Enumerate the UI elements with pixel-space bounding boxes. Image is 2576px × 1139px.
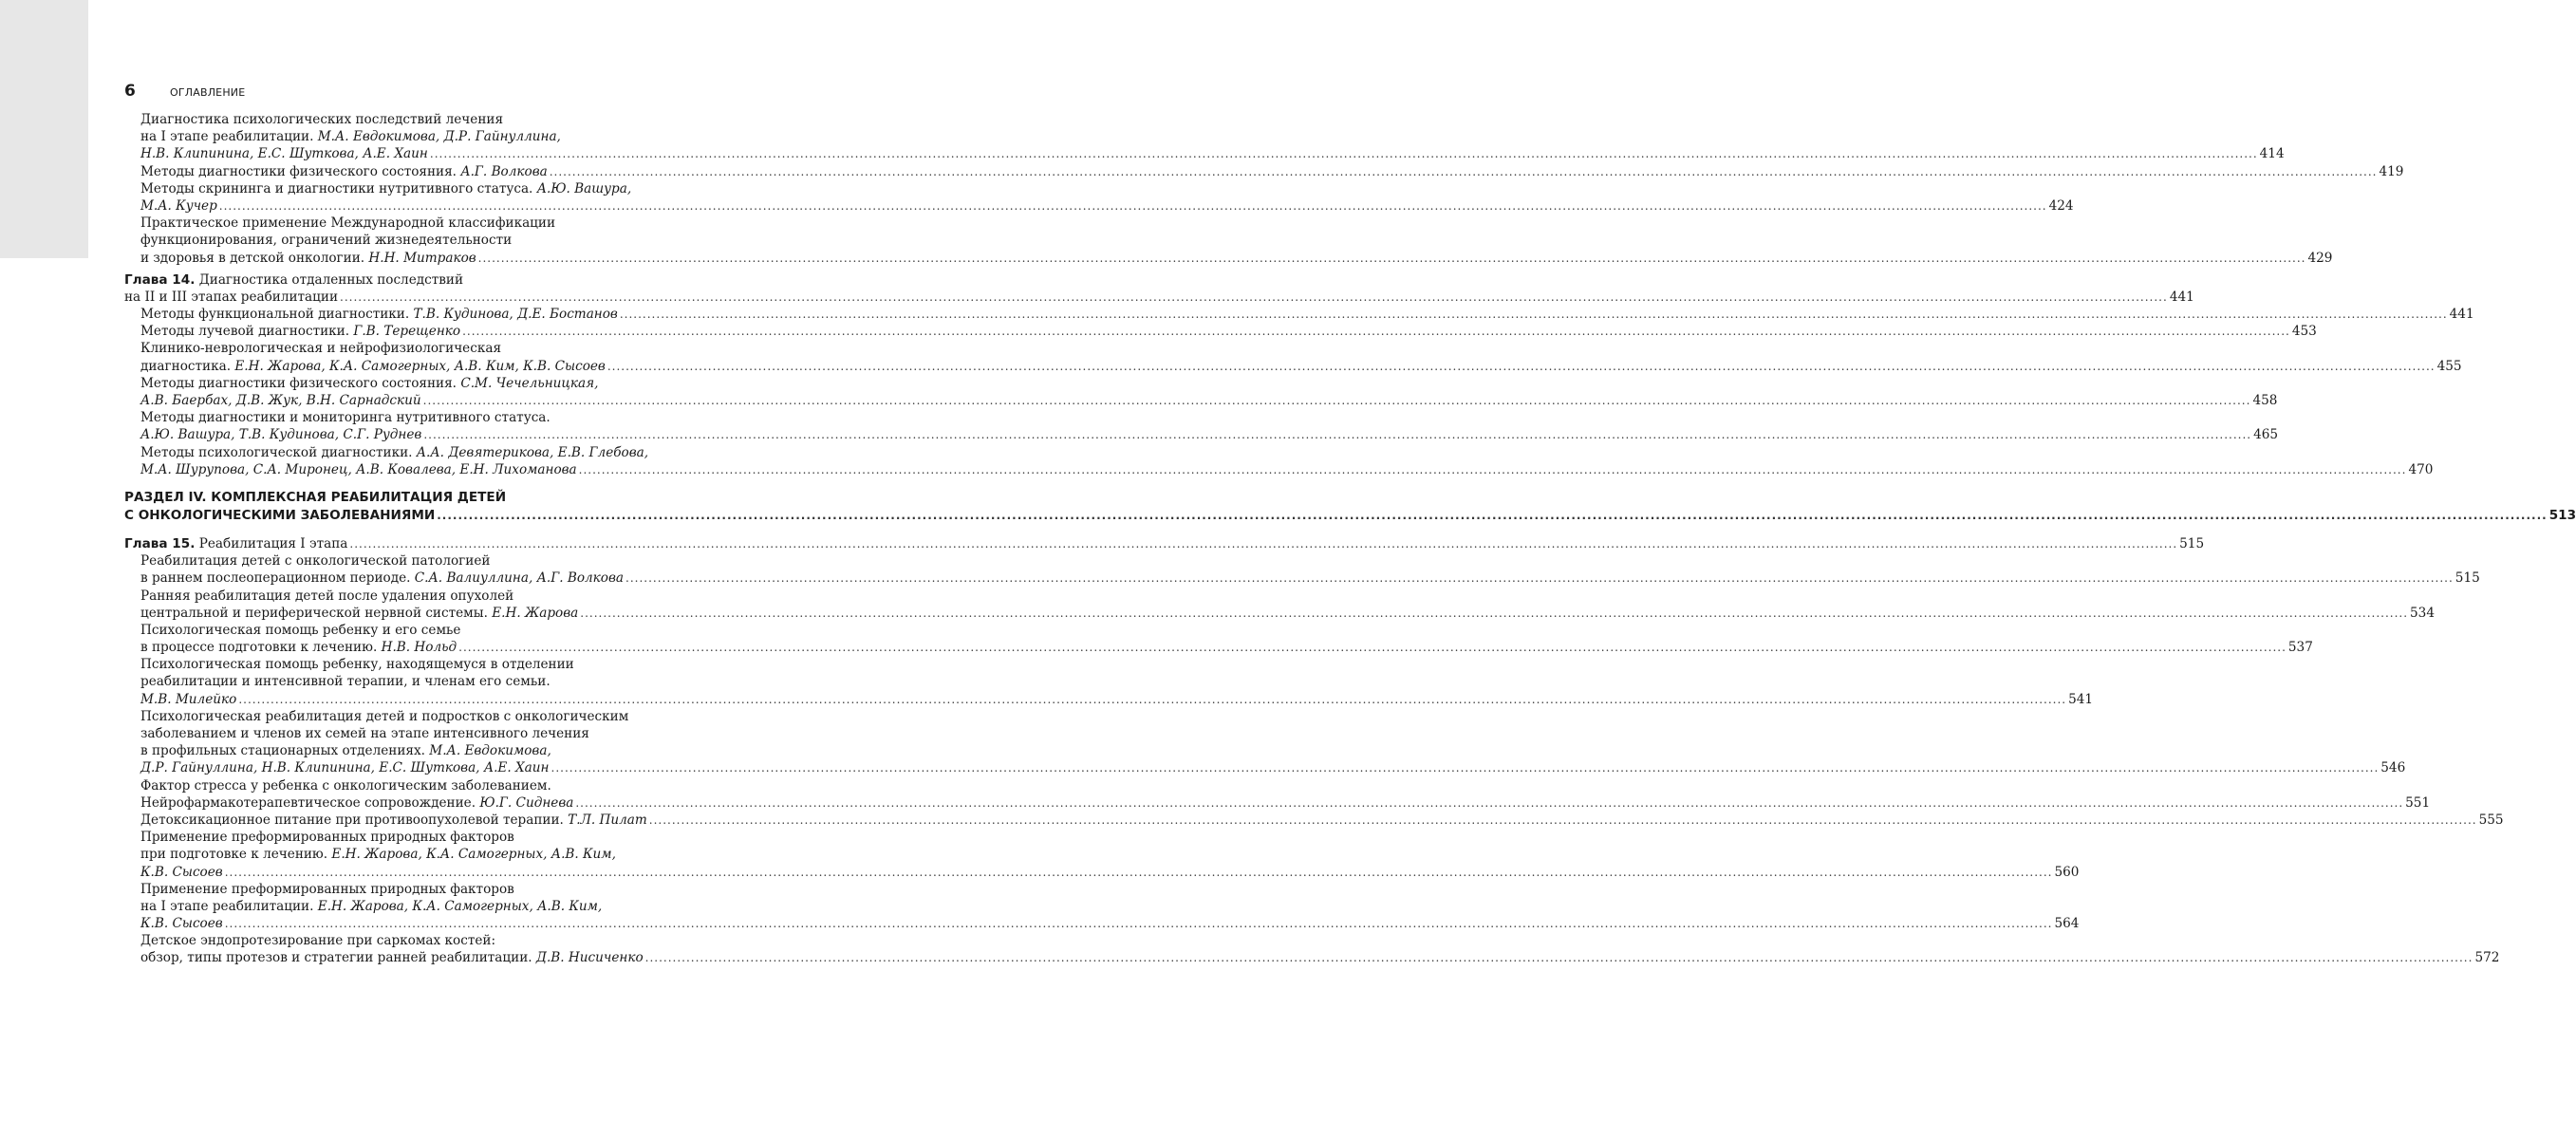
entry-line-text [140,623,460,638]
page-ref: 541 [2068,691,2094,707]
entry-title: Психологическая реабилитация детей и подростков с онкологическим [140,708,629,724]
entry-title: Нейрофармакотерапевтическое сопровождение. [140,794,480,811]
page-ref: 458 [2252,393,2278,408]
toc-entry[interactable] [124,215,2333,267]
entry-authors: А.В. Баербах, Д.В. Жук, В.Н. Сарнадский [140,393,421,408]
entry-authors: А.Г. Волкова [460,163,548,179]
entry-title: Детское эндопротезирование при саркомах костей: [140,933,496,949]
entry-title: Ранняя реабилитация детей после удаления опухолей [140,588,514,604]
entry-line [124,570,2480,587]
section-title-line [124,489,687,507]
section-title-text: С ОНКОЛОГИЧЕСКИМИ ЗАБОЛЕВАНИЯМИ [124,507,436,523]
entry-line [124,622,687,639]
entry-authors: С.А. Валиуллина, А.Г. Волкова [414,570,625,587]
entry-line [124,180,687,197]
entry-line-text [140,674,551,689]
toc-entry[interactable] [124,340,2462,374]
entry-line-text [140,657,574,672]
entry-authors: М.А. Шурупова, С.А. Миронец, А.В. Ковалева, Е.Н. Лихоманова [140,461,577,477]
toc-entry[interactable] [124,111,2285,163]
chapter-label: Глава 15. [124,535,196,551]
toc-entry[interactable] [124,932,2500,966]
entry-title: Методы диагностики и мониторинга нутритивного статуса. [140,410,551,426]
entry-line [124,829,687,846]
entry-line-text [140,743,551,758]
page-ref: 470 [2408,461,2434,477]
entry-line-text [140,847,616,862]
dot-leader: ................................................................................................................................................................................................................................................................................................................................................................................................................ [477,251,2306,265]
page-ref: 515 [2179,535,2205,551]
entry-title: Методы диагностики физического состояния. [140,163,461,179]
entry-title: Применение преформированных природных факторов [140,881,514,897]
entry-line [124,340,687,357]
entry-line [124,864,2080,881]
dot-leader: ................................................................................................................................................................................................................................................................................................................................................................................................................ [218,198,2047,213]
entry-line [124,588,687,605]
entry-line-text [140,726,589,741]
entry-line [124,742,687,759]
entry-line [124,426,2279,443]
entry-line [124,111,687,128]
entry-title: Психологическая помощь ребенку и его семье [140,622,461,638]
entry-line [124,271,687,289]
dot-leader: ................................................................................................................................................................................................................................................................................................................................................................................................................ [619,308,2448,322]
entry-line [124,932,687,949]
toc-entry[interactable] [124,829,2080,881]
entry-line [124,323,2317,340]
page-ref: 555 [2478,812,2504,828]
page-ref: 455 [2436,358,2462,374]
toc-entry[interactable] [124,552,2480,587]
dot-leader: ................................................................................................................................................................................................................................................................................................................................................................................................................ [340,289,2168,304]
entry-line-text [140,915,223,932]
entry-line-text [140,639,457,656]
entry-line-text [140,163,548,180]
toc-entry[interactable] [124,375,2278,409]
entry-title: Клинико-неврологическая и нейрофизиологическая [140,341,502,357]
entry-line [124,392,2278,409]
entry-authors: М.А. Кучер [140,197,217,214]
entry-line [124,898,687,915]
entry-line-text [140,605,578,622]
page-edge-strip [0,0,88,258]
page-ref: 424 [2048,197,2074,214]
entry-line-text [140,553,490,569]
entry-authors: Е.Н. Жарова, К.А. Самогерных, А.В. Ким, [331,847,616,863]
entry-authors: Н.В. Нольд [381,640,457,656]
entry-line-text [140,691,236,708]
entry-authors: Н.Н. Митраков [368,250,476,266]
entry-title: на I этапе реабилитации. [140,898,318,914]
entry-line-text [140,233,512,248]
dot-leader: ................................................................................................................................................................................................................................................................................................................................................................................................................ [578,462,2407,476]
entry-authors: А.А. Девятерикова, Е.В. Глебова, [416,444,649,460]
entry-authors: К.В. Сысоев [140,864,223,880]
page-ref: 453 [2291,324,2317,340]
dot-leader: ................................................................................................................................................................................................................................................................................................................................................................................................................ [224,917,2053,931]
entry-line-text [140,197,217,215]
entry-title: на I этапе реабилитации. [140,129,318,145]
entry-title: Реабилитация I этапа [195,535,348,551]
entry-authors: М.А. Евдокимова, [429,743,551,759]
entry-line [124,552,687,570]
entry-line-text [124,535,347,552]
dot-leader: ................................................................................................................................................................................................................................................................................................................................................................................................................ [607,359,2436,373]
page-ref: 441 [2169,289,2194,305]
entry-line-text [140,794,573,812]
entry-line [124,881,687,898]
entry-line-text [140,392,421,409]
table-of-contents [124,111,2576,967]
section-title-text: РАЗДЕЛ IV. КОМПЛЕКСНАЯ РЕАБИЛИТАЦИЯ ДЕТЕЙ [124,489,507,505]
dot-leader: ................................................................................................................................................................................................................................................................................................................................................................................................................ [238,692,2067,706]
entry-line [124,812,2504,829]
page-ref: 465 [2253,427,2279,443]
entry-line [124,306,2474,323]
page-ref: 419 [2379,163,2404,179]
toc-chapter[interactable] [124,271,2194,306]
entry-title: Диагностика отдаленных последствий [195,271,464,288]
entry-line-text [140,759,550,776]
entry-line-text [140,306,618,323]
dot-leader: ................................................................................................................................................................................................................................................................................................................................................................................................................ [224,865,2053,879]
entry-authors: Н.В. Клипинина, Е.С. Шуткова, А.Е. Хаин [140,146,428,162]
entry-line [124,708,687,725]
entry-authors: Д.В. Нисиченко [535,950,644,966]
entry-line-text [140,129,561,144]
entry-title: реабилитации и интенсивной терапии, и членам его семьи. [140,674,551,690]
entry-line [124,915,2080,932]
toc-entry[interactable] [124,812,2504,829]
entry-line [124,777,687,794]
chapter-label: Глава 14. [124,271,196,288]
entry-title: Детоксикационное питание при противоопухолевой терапии. [140,812,569,828]
entry-title: Методы лучевой диагностики. [140,324,354,340]
entry-line [124,759,2406,776]
dot-leader: ................................................................................................................................................................................................................................................................................................................................................................................................................ [551,761,2380,775]
entry-title: на II и III этапах реабилитации [124,289,339,305]
toc-entry[interactable] [124,163,2404,180]
entry-line [124,794,2431,812]
entry-title: Фактор стресса у ребенка с онкологическим заболеванием. [140,777,551,794]
entry-line-text [140,145,428,162]
page-ref: 564 [2054,916,2080,932]
entry-line-text [140,445,648,460]
toc-entry[interactable] [124,881,2080,933]
page-ref: 441 [2449,307,2474,323]
entry-title: функционирования, ограничений жизнедеятельности [140,233,513,249]
entry-line [124,358,2462,375]
entry-line [124,289,2194,306]
entry-title: в процессе подготовки к лечению. [140,640,382,656]
entry-title: центральной и периферической нервной системы. [140,605,493,621]
page-ref: 551 [2405,794,2431,811]
entry-authors: Ю.Г. Сиднева [479,794,574,811]
entry-title: Диагностика психологических последствий лечения [140,112,504,127]
entry-authors: М.В. Милейко [140,691,237,707]
entry-line [124,656,687,673]
entry-line-text [124,289,338,306]
toc-section[interactable] [124,489,2576,525]
entry-title: Методы функциональной диагностики. [140,307,414,323]
dot-leader: ................................................................................................................................................................................................................................................................................................................................................................................................................ [422,394,2251,407]
entry-line-text [140,376,598,391]
toc-entry[interactable] [124,656,2094,708]
entry-line [124,639,2313,656]
dot-leader: ................................................................................................................................................................................................................................................................................................................................................................................................................ [349,536,2178,551]
entry-line-text [140,461,577,478]
entry-authors: К.В. Сысоев [140,916,223,932]
entry-title: Практическое применение Международной классификации [140,215,556,232]
entry-title: Методы скрининга и диагностики нутритивного статуса. [140,180,537,196]
entry-line-text [140,570,624,587]
toc-chapter[interactable] [124,535,2205,552]
entry-line [124,725,687,742]
entry-title: в раннем послеоперационном периоде. [140,570,415,587]
page-ref: 572 [2474,950,2500,966]
toc-entry[interactable] [124,777,2431,812]
toc-entry[interactable] [124,323,2317,340]
toc-entry[interactable] [124,306,2474,323]
entry-line [124,163,2404,180]
dot-leader: ................................................................................................................................................................................................................................................................................................................................................................................................................ [575,795,2404,810]
page-ref: 560 [2054,864,2080,880]
entry-line [124,375,687,392]
entry-line-text [140,215,555,231]
entry-line-text [140,899,602,914]
entry-line [124,605,2435,622]
entry-line-text [140,358,606,375]
entry-line [124,949,2500,966]
entry-line-text [140,882,514,897]
toc-entry[interactable] [124,409,2279,443]
running-header [124,82,694,104]
entry-line [124,215,687,232]
entry-authors: А.Ю. Вашура, Т.В. Кудинова, С.Г. Руднев [140,427,422,443]
entry-title: Психологическая помощь ребенку, находящемуся в отделении [140,657,574,673]
toc-entry[interactable] [124,444,2434,478]
page-ref: 513 [2548,507,2576,523]
entry-title: Реабилитация детей с онкологической патологией [140,553,491,570]
spacer [124,478,687,489]
toc-entry[interactable] [124,708,2406,777]
page-ref: 546 [2380,760,2406,776]
page-ref: 414 [2259,146,2285,162]
entry-line [124,846,687,863]
page-ref: 429 [2307,250,2333,266]
entry-title: и здоровья в детской онкологии. [140,250,369,266]
entry-line-text [140,426,421,443]
dot-leader: ................................................................................................................................................................................................................................................................................................................................................................................................................ [458,641,2287,655]
dot-leader: ................................................................................................................................................................................................................................................................................................................................................................................................................ [644,951,2473,965]
entry-authors: Е.Н. Жарова, К.А. Самогерных, А.В. Ким, К.В. Сысоев [234,358,606,374]
dot-leader: ................................................................................................................................................................................................................................................................................................................................................................................................................ [549,164,2378,178]
entry-line-text [140,410,551,425]
section-title-line [124,507,2576,525]
page-ref: 534 [2410,605,2435,621]
entry-authors: Т.Л. Пилат [568,812,647,828]
dot-leader: ................................................................................................................................................................................................................................................................................................................................................................................................................ [423,428,2252,442]
entry-line-text [140,250,476,267]
entry-title: Методы психологической диагностики. [140,444,417,460]
entry-line [124,197,2074,215]
entry-title: диагностика. [140,358,235,374]
entry-line-text [140,341,501,356]
dot-leader: ................................................................................................................................................................................................................................................................................................................................................................................................................ [462,325,2290,339]
page-ref: 537 [2287,640,2313,656]
entry-authors: Г.В. Терещенко [353,324,461,340]
entry-title: заболеванием и членов их семей на этапе интенсивного лечения [140,726,589,741]
entry-title: при подготовке к лечению. [140,847,332,863]
entry-line [124,232,687,249]
dot-leader: ................................................................................................................................................................................................................................................................................................................................................................................................................ [437,508,2548,522]
entry-line-text [140,933,495,948]
entry-line-text [140,949,644,966]
entry-line [124,444,687,461]
toc-entry[interactable] [124,622,2313,656]
page-ref: 515 [2455,570,2480,587]
entry-authors: Е.Н. Жарова [492,605,579,621]
entry-line-text [140,812,647,829]
entry-title: обзор, типы протезов и стратегии ранней реабилитации. [140,950,536,966]
entry-line [124,128,687,145]
entry-line-text [140,830,514,845]
entry-line [124,535,2205,552]
dot-leader: ................................................................................................................................................................................................................................................................................................................................................................................................................ [429,147,2258,161]
entry-authors: Д.Р. Гайнуллина, Н.В. Клипинина, Е.С. Шуткова, А.Е. Хаин [140,760,550,776]
entry-title: в профильных стационарных отделениях. [140,743,430,759]
entry-line-text [140,864,223,881]
dot-leader: ................................................................................................................................................................................................................................................................................................................................................................................................................ [625,571,2454,586]
entry-authors: А.Ю. Вашура, [536,180,632,196]
entry-line [124,250,2333,267]
entry-line-text [140,709,628,724]
entry-line-text [140,181,631,196]
entry-line-text [140,323,460,340]
entry-line [124,145,2285,162]
entry-line [124,409,687,426]
page-number: 6 [124,82,136,101]
entry-line-text [140,588,513,604]
entry-title: Методы диагностики физического состояния. [140,375,461,391]
entry-line-text [140,112,503,127]
entry-authors: М.А. Евдокимова, Д.Р. Гайнуллина, [317,129,561,145]
dot-leader: ................................................................................................................................................................................................................................................................................................................................................................................................................ [648,812,2477,827]
entry-title: Применение преформированных природных факторов [140,830,514,846]
toc-entry[interactable] [124,180,2074,215]
entry-line-text [140,778,551,794]
dot-leader: ................................................................................................................................................................................................................................................................................................................................................................................................................ [580,606,2409,620]
running-title: ОГЛАВЛЕНИЕ [170,86,246,99]
entry-authors: Т.В. Кудинова, Д.Е. Бостанов [413,307,618,323]
entry-line [124,461,2434,478]
entry-line [124,691,2094,708]
entry-authors: С.М. Чечельницкая, [460,375,599,391]
entry-authors: Е.Н. Жарова, К.А. Самогерных, А.В. Ким, [317,898,603,914]
entry-line [124,673,687,690]
entry-line-text [124,272,463,288]
toc-entry[interactable] [124,588,2435,622]
spacer [124,525,687,535]
